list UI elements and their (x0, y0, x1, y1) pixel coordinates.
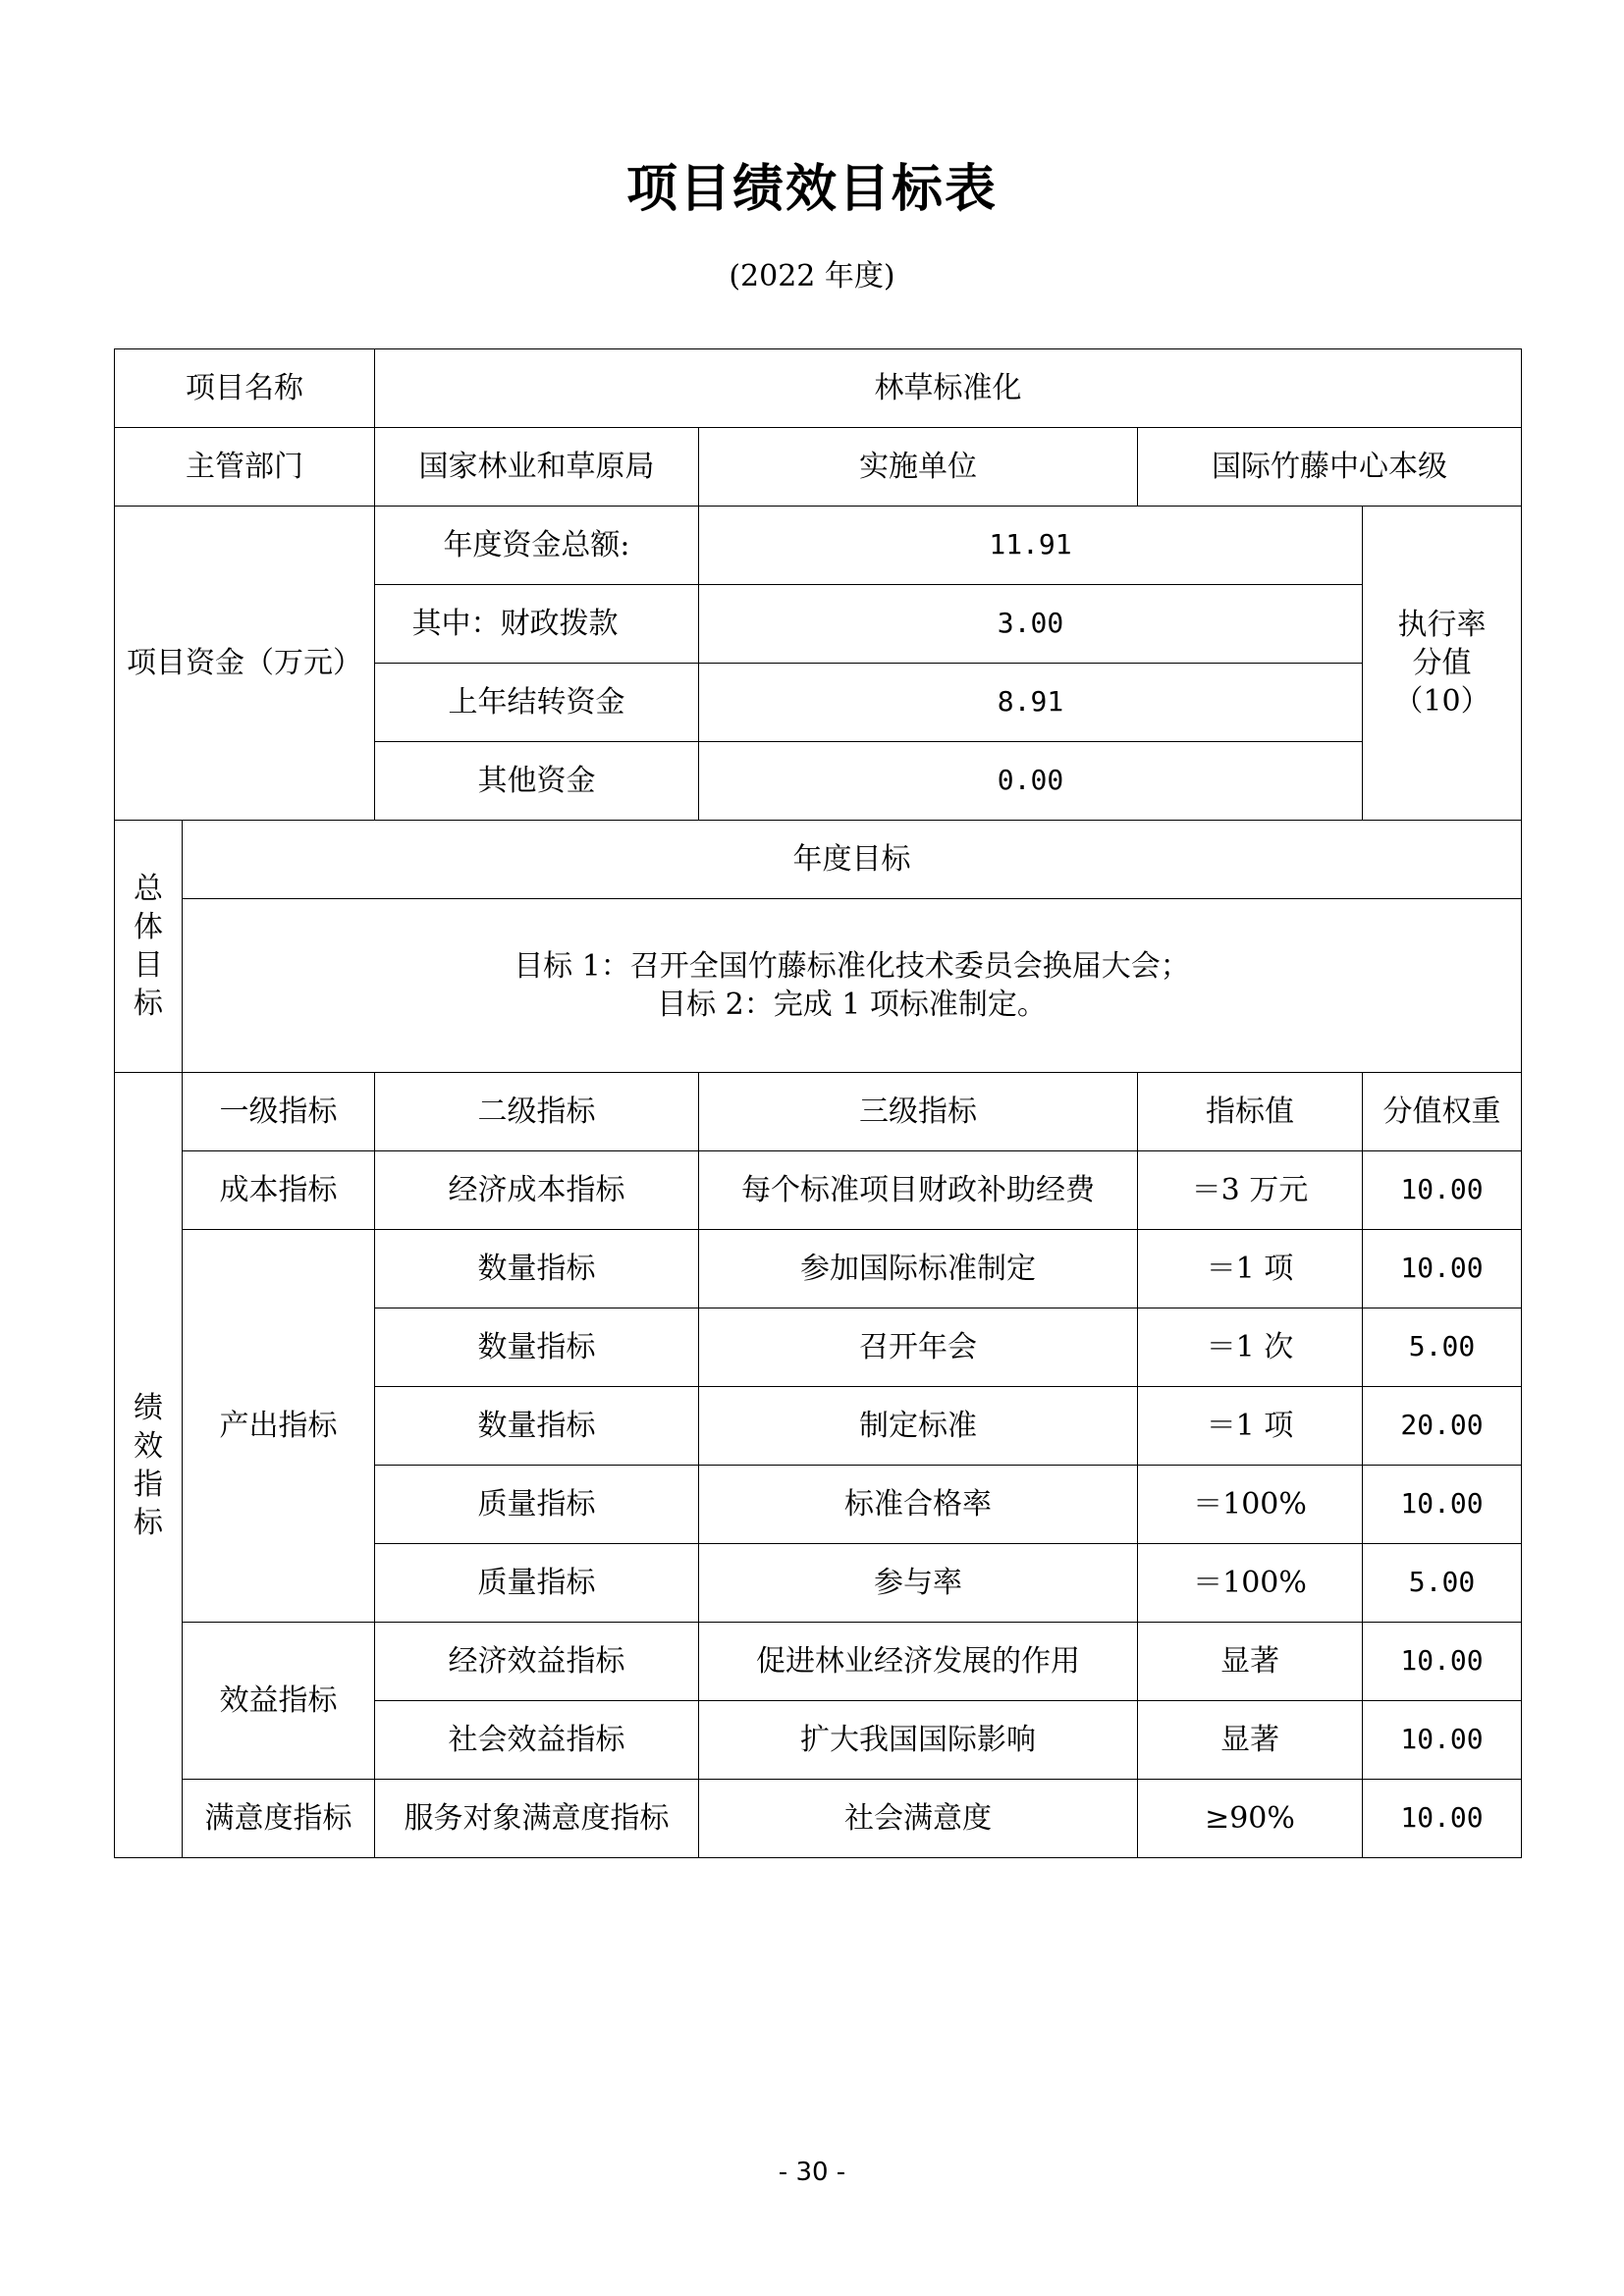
value-cell: ＝1 项 (1138, 1230, 1363, 1308)
level1-benefit: 效益指标 (183, 1623, 375, 1780)
level2-cell: 数量指标 (375, 1308, 699, 1387)
level2-cell: 质量指标 (375, 1466, 699, 1544)
value-cell: 显著 (1138, 1623, 1363, 1701)
side-char: 目 (134, 948, 163, 983)
value-cell: ＝1 次 (1138, 1308, 1363, 1387)
level3-cell: 社会满意度 (699, 1780, 1138, 1858)
dept-value: 国家林业和草原局 (375, 428, 699, 507)
side-char: 绩 (134, 1390, 163, 1425)
value-cell: 显著 (1138, 1701, 1363, 1780)
funds-row-value: 11.91 (699, 507, 1363, 585)
weight-cell: 10.00 (1363, 1466, 1522, 1544)
page-title: 项目绩效目标表 (625, 160, 998, 219)
overall-goal-side-label (115, 821, 183, 1073)
funds-row-label: 其中：财政拨款 (375, 585, 699, 664)
level3-cell: 标准合格率 (699, 1466, 1138, 1544)
row-goal-header (115, 821, 1522, 899)
side-char: 体 (134, 910, 163, 944)
level2-cell: 数量指标 (375, 1230, 699, 1308)
row-indicator-headers (115, 1073, 1522, 1151)
row-funds-total (115, 507, 1522, 585)
value-cell: ＝3 万元 (1138, 1151, 1363, 1230)
header-value: 指标值 (1138, 1073, 1363, 1151)
table-row (115, 1623, 1522, 1701)
unit-label: 实施单位 (699, 428, 1138, 507)
weight-cell: 5.00 (1363, 1308, 1522, 1387)
goal-item: 目标 1：召开全国竹藤标准化技术委员会换届大会； (514, 949, 1190, 984)
weight-cell: 5.00 (1363, 1544, 1522, 1623)
execution-rate-cell (1363, 507, 1522, 821)
dept-label: 主管部门 (115, 428, 375, 507)
level2-cell: 社会效益指标 (375, 1701, 699, 1780)
table-row (115, 1230, 1522, 1308)
funds-row-value: 8.91 (699, 664, 1363, 742)
weight-cell: 10.00 (1363, 1151, 1522, 1230)
row-project-name (115, 349, 1522, 428)
weight-cell: 20.00 (1363, 1387, 1522, 1466)
execution-rate-line3: （10） (1393, 684, 1490, 719)
level3-cell: 每个标准项目财政补助经费 (699, 1151, 1138, 1230)
weight-cell: 10.00 (1363, 1623, 1522, 1701)
header-weight: 分值权重 (1363, 1073, 1522, 1151)
level1-cost: 成本指标 (183, 1151, 375, 1230)
level1-output: 产出指标 (183, 1230, 375, 1623)
project-name-label: 项目名称 (115, 349, 375, 428)
level3-cell: 扩大我国国际影响 (699, 1701, 1138, 1780)
level2-cell: 质量指标 (375, 1544, 699, 1623)
execution-rate-line2: 分值 (1412, 646, 1472, 680)
value-cell: ≥90% (1138, 1780, 1363, 1858)
funds-label: 项目资金（万元） (115, 507, 375, 821)
funds-row-label: 其他资金 (375, 742, 699, 821)
header-level1: 一级指标 (183, 1073, 375, 1151)
annual-goal-header: 年度目标 (183, 821, 1522, 899)
level2-cell: 数量指标 (375, 1387, 699, 1466)
side-char: 总 (134, 872, 163, 906)
level3-cell: 参与率 (699, 1544, 1138, 1623)
funds-row-label: 上年结转资金 (375, 664, 699, 742)
level2-cell: 经济成本指标 (375, 1151, 699, 1230)
level2-cell: 经济效益指标 (375, 1623, 699, 1701)
weight-cell: 10.00 (1363, 1780, 1522, 1858)
funds-row-value: 3.00 (699, 585, 1363, 664)
weight-cell: 10.00 (1363, 1701, 1522, 1780)
level3-cell: 参加国际标准制定 (699, 1230, 1138, 1308)
header-level2: 二级指标 (375, 1073, 699, 1151)
goal-item: 目标 2：完成 1 项标准制定。 (657, 988, 1047, 1022)
project-name-value: 林草标准化 (375, 349, 1522, 428)
side-char: 标 (134, 987, 163, 1021)
side-char: 指 (134, 1467, 163, 1502)
level2-cell: 服务对象满意度指标 (375, 1780, 699, 1858)
unit-value: 国际竹藤中心本级 (1138, 428, 1522, 507)
level3-cell: 制定标准 (699, 1387, 1138, 1466)
level1-satisfaction: 满意度指标 (183, 1780, 375, 1858)
weight-cell: 10.00 (1363, 1230, 1522, 1308)
side-char: 效 (134, 1428, 163, 1464)
funds-row-value: 0.00 (699, 742, 1363, 821)
table-row (115, 1151, 1522, 1230)
performance-target-table (114, 348, 1522, 1858)
table-row (115, 1780, 1522, 1858)
funds-row-label: 年度资金总额: (375, 507, 699, 585)
page-subtitle: (2022 年度) (729, 259, 895, 294)
value-cell: ＝100% (1138, 1544, 1363, 1623)
level3-cell: 促进林业经济发展的作用 (699, 1623, 1138, 1701)
side-char: 标 (134, 1505, 163, 1540)
level3-cell: 召开年会 (699, 1308, 1138, 1387)
annual-goal-content (183, 899, 1522, 1073)
header-level3: 三级指标 (699, 1073, 1138, 1151)
page-number: - 30 - (778, 2158, 846, 2187)
execution-rate-line1: 执行率 (1397, 608, 1487, 642)
indicators-side-label (115, 1073, 183, 1858)
value-cell: ＝100% (1138, 1466, 1363, 1544)
row-goal-content (115, 899, 1522, 1073)
row-department (115, 428, 1522, 507)
value-cell: ＝1 项 (1138, 1387, 1363, 1466)
